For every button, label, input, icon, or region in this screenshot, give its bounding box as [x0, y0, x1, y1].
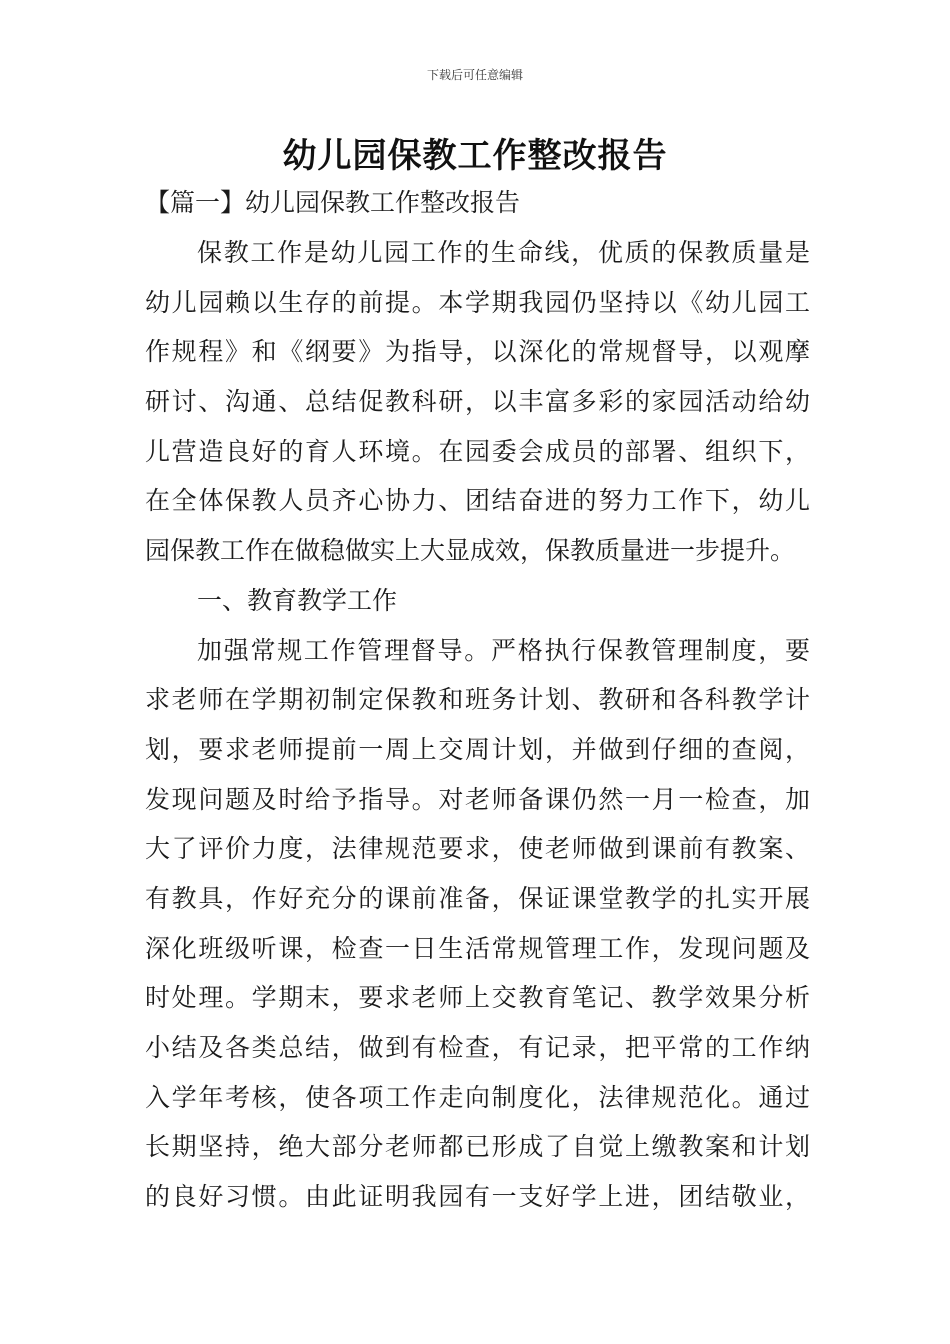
text-line: 有教具，作好充分的课前准备，保证课堂教学的扎实开展 [145, 883, 810, 913]
text-line: 求老师在学期初制定保教和班务计划、教研和各科教学计 [145, 685, 810, 715]
body-text [145, 228, 810, 1222]
text-line: 深化班级听课，检查一日生活常规管理工作，发现问题及 [145, 933, 810, 963]
text-line: 时处理。学期末，要求老师上交教育笔记、教学效果分析 [145, 983, 810, 1013]
text-line: 加强常规工作管理督导。严格执行保教管理制度，要 [197, 635, 810, 665]
text-line: 的良好习惯。由此证明我园有一支好学上进，团结敬业， [145, 1182, 810, 1212]
text-line: 园保教工作在做稳做实上大显成效，保教质量进一步提升。 [145, 536, 796, 566]
document-title: 幼儿园保教工作整改报告 [282, 136, 668, 176]
text-line: 一、教育教学工作 [197, 585, 398, 615]
text-line: 大了评价力度，法律规范要求，使老师做到课前有教案、 [145, 834, 810, 864]
text-line: 保教工作是幼儿园工作的生命线，优质的保教质量是 [197, 238, 810, 267]
text-line: 幼儿园赖以生存的前提。本学期我园仍坚持以《幼儿园工 [145, 287, 810, 317]
text-line: 作规程》和《纲要》为指导，以深化的常规督导，以观摩 [145, 337, 810, 367]
text-line: 小结及各类总结，做到有检查，有记录，把平常的工作纳 [145, 1033, 810, 1062]
header-note: 下载后可任意编辑 [426, 68, 523, 82]
text-line: 入学年考核，使各项工作走向制度化，法律规范化。通过 [145, 1082, 810, 1112]
text-line: 发现问题及时给予指导。对老师备课仍然一月一检查，加 [145, 784, 810, 814]
text-line: 研讨、沟通、总结促教科研，以丰富多彩的家园活动给幼 [145, 387, 810, 417]
section-heading: 【篇一】幼儿园保教工作整改报告 [145, 188, 521, 217]
text-line: 长期坚持，绝大部分老师都已形成了自觉上缴教案和计划 [145, 1132, 810, 1162]
text-line: 在全体保教人员齐心协力、团结奋进的努力工作下，幼儿 [145, 486, 810, 516]
text-line: 划，要求老师提前一周上交周计划，并做到仔细的查阅， [145, 734, 810, 764]
text-line: 儿营造良好的育人环境。在园委会成员的部署、组织下， [145, 436, 810, 466]
